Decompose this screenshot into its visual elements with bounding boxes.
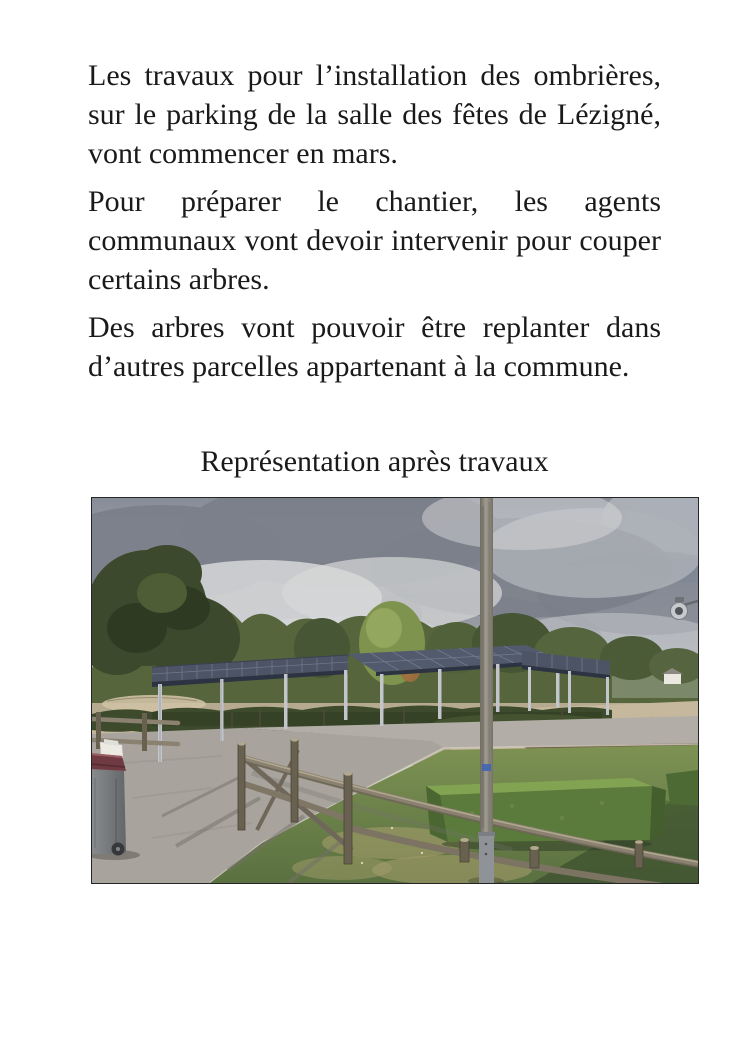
photo-caption: Représentation après travaux [200, 445, 549, 478]
paragraph-3-line-2: d’autres parcelles appartenant à la commune. [88, 350, 630, 383]
paragraph-1-line-3: vont commencer en mars. [88, 137, 398, 170]
pole-blue-mark [482, 764, 491, 771]
paragraph-2-line-2: communaux vont devoir intervenir pour couper [88, 224, 661, 257]
paragraph-1-line-2: sur le parking de la salle des fêtes de Lézigné, [88, 98, 661, 131]
paragraph-2-line-1: Pour préparer le chantier, les agents [88, 185, 661, 218]
paragraph-2 [88, 182, 661, 299]
paragraph-2-line-3: certains arbres. [88, 263, 270, 296]
paragraph-1-line-1: Les travaux pour l’installation des ombrières, [88, 59, 661, 92]
photo-scene [92, 498, 698, 883]
paragraph-3-line-1: Des arbres vont pouvoir être replanter dans [88, 311, 661, 344]
document-body [88, 0, 661, 884]
paragraph-3 [88, 308, 661, 386]
paragraph-1 [88, 56, 661, 173]
paragraphs [88, 56, 661, 386]
photo-representation-apres-travaux [91, 497, 699, 884]
edge-hedge [666, 770, 698, 806]
